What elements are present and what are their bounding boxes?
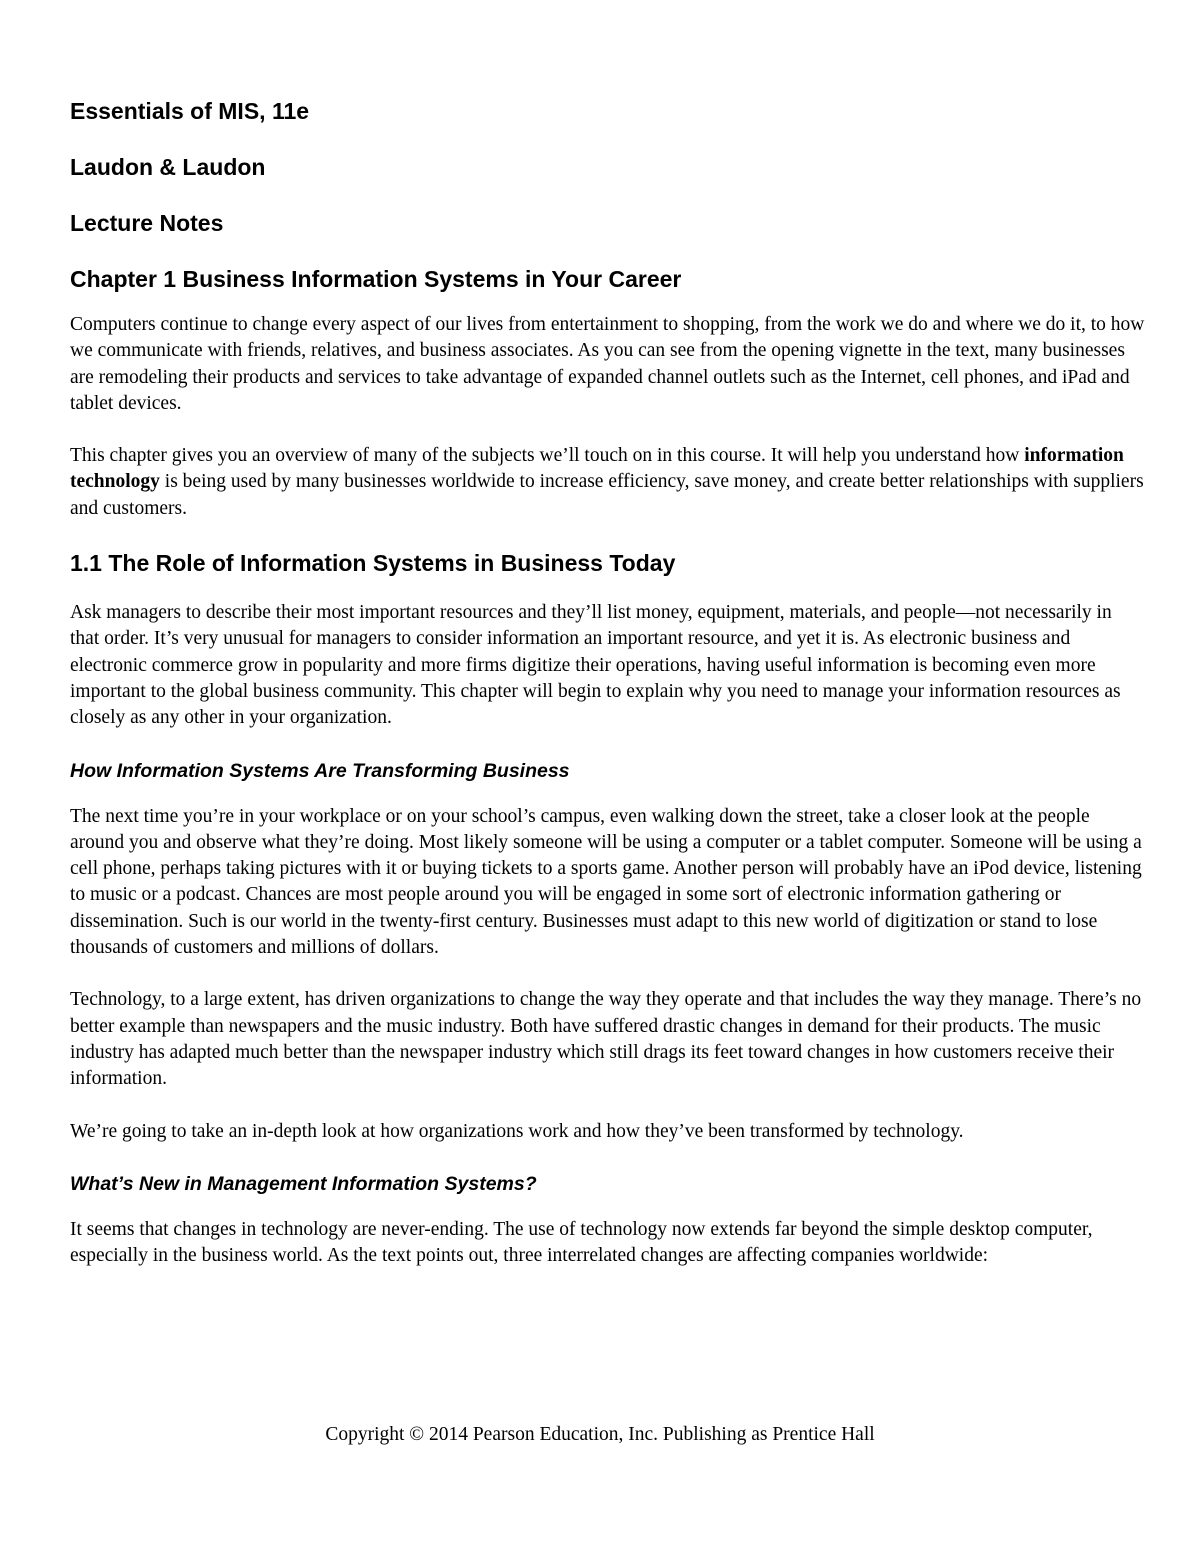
intro-p2-text-before: This chapter gives you an overview of many of the subjects we’ll touch on in this course. It will help you understand how bbox=[70, 445, 1025, 467]
whats-new-paragraph-1: It seems that changes in technology are never-ending. The use of technology now extends far beyond the simple desktop computer, especially in the business world. As the text points out, three interrelated changes are affecting companies worldwide: bbox=[70, 1218, 1093, 1267]
subsection-title-whats-new: What’s New in Management Information Systems? bbox=[70, 1172, 537, 1195]
copyright-footer: Copyright © 2014 Pearson Education, Inc. Publishing as Prentice Hall bbox=[325, 1424, 875, 1445]
transforming-paragraph-3: We’re going to take an in-depth look at how organizations work and how they’ve been transformed by technology. bbox=[70, 1120, 964, 1142]
book-title: Essentials of MIS, 11e bbox=[70, 98, 310, 124]
section-1-1-paragraph-1: Ask managers to describe their most important resources and they’ll list money, equipment, materials, and people—not necessarily in that order. It’s very unusual for managers to consider information an important resource, and yet it is. As electronic business and electronic commerce grow in popularity and more firms digitize their operations, having useful information is becoming even more important to the global business community. This chapter will begin to explain why you need to manage your information resources as closely as any other in your organization. bbox=[70, 602, 1121, 729]
document-body bbox=[70, 96, 1145, 1295]
intro-p2-text-after: is being used by many businesses worldwide to increase efficiency, save money, and create better relationships with suppliers and customers. bbox=[70, 471, 1144, 519]
transforming-paragraph-1: The next time you’re in your workplace or on your school’s campus, even walking down the street, take a closer look at the people around you and observe what they’re doing. Most likely someone will be using a computer or a tablet computer. Someone will be using a cell phone, perhaps taking pictures with it or buying tickets to a sports game. Another person will probably have an iPod device, listening to music or a podcast. Chances are most people around you will be engaged in some sort of electronic information gathering or dissemination. Such is our world in the twenty-first century. Businesses must adapt to this new world of digitization or stand to lose thousands of customers and millions of dollars. bbox=[70, 805, 1142, 959]
authors: Laudon & Laudon bbox=[70, 154, 266, 180]
term-information-technology: information technology bbox=[70, 445, 1124, 493]
doc-type: Lecture Notes bbox=[70, 210, 224, 236]
transforming-paragraph-2: Technology, to a large extent, has driven organizations to change the way they operate and that includes the way they manage. There’s no better example than newspapers and the music industry. Both have suffered drastic changes in demand for their products. The music industry has adapted much better than the newspaper industry which still drags its feet toward changes in how customers receive their information. bbox=[70, 989, 1142, 1090]
chapter-title: Chapter 1 Business Information Systems in Your Career bbox=[70, 266, 682, 292]
subsection-title-transforming: How Information Systems Are Transforming Business bbox=[70, 759, 570, 782]
section-title-1-1: 1.1 The Role of Information Systems in Business Today bbox=[70, 550, 676, 577]
chapter-intro-paragraph-2 bbox=[70, 443, 1145, 522]
chapter-intro-paragraph-1: Computers continue to change every aspect of our lives from entertainment to shopping, from the work we do and where we do it, to how we communicate with friends, relatives, and business associates. As you can see from the opening vignette in the text, many businesses are remodeling their products and services to take advantage of expanded channel outlets such as the Internet, cell phones, and iPad and tablet devices. bbox=[70, 314, 1145, 414]
